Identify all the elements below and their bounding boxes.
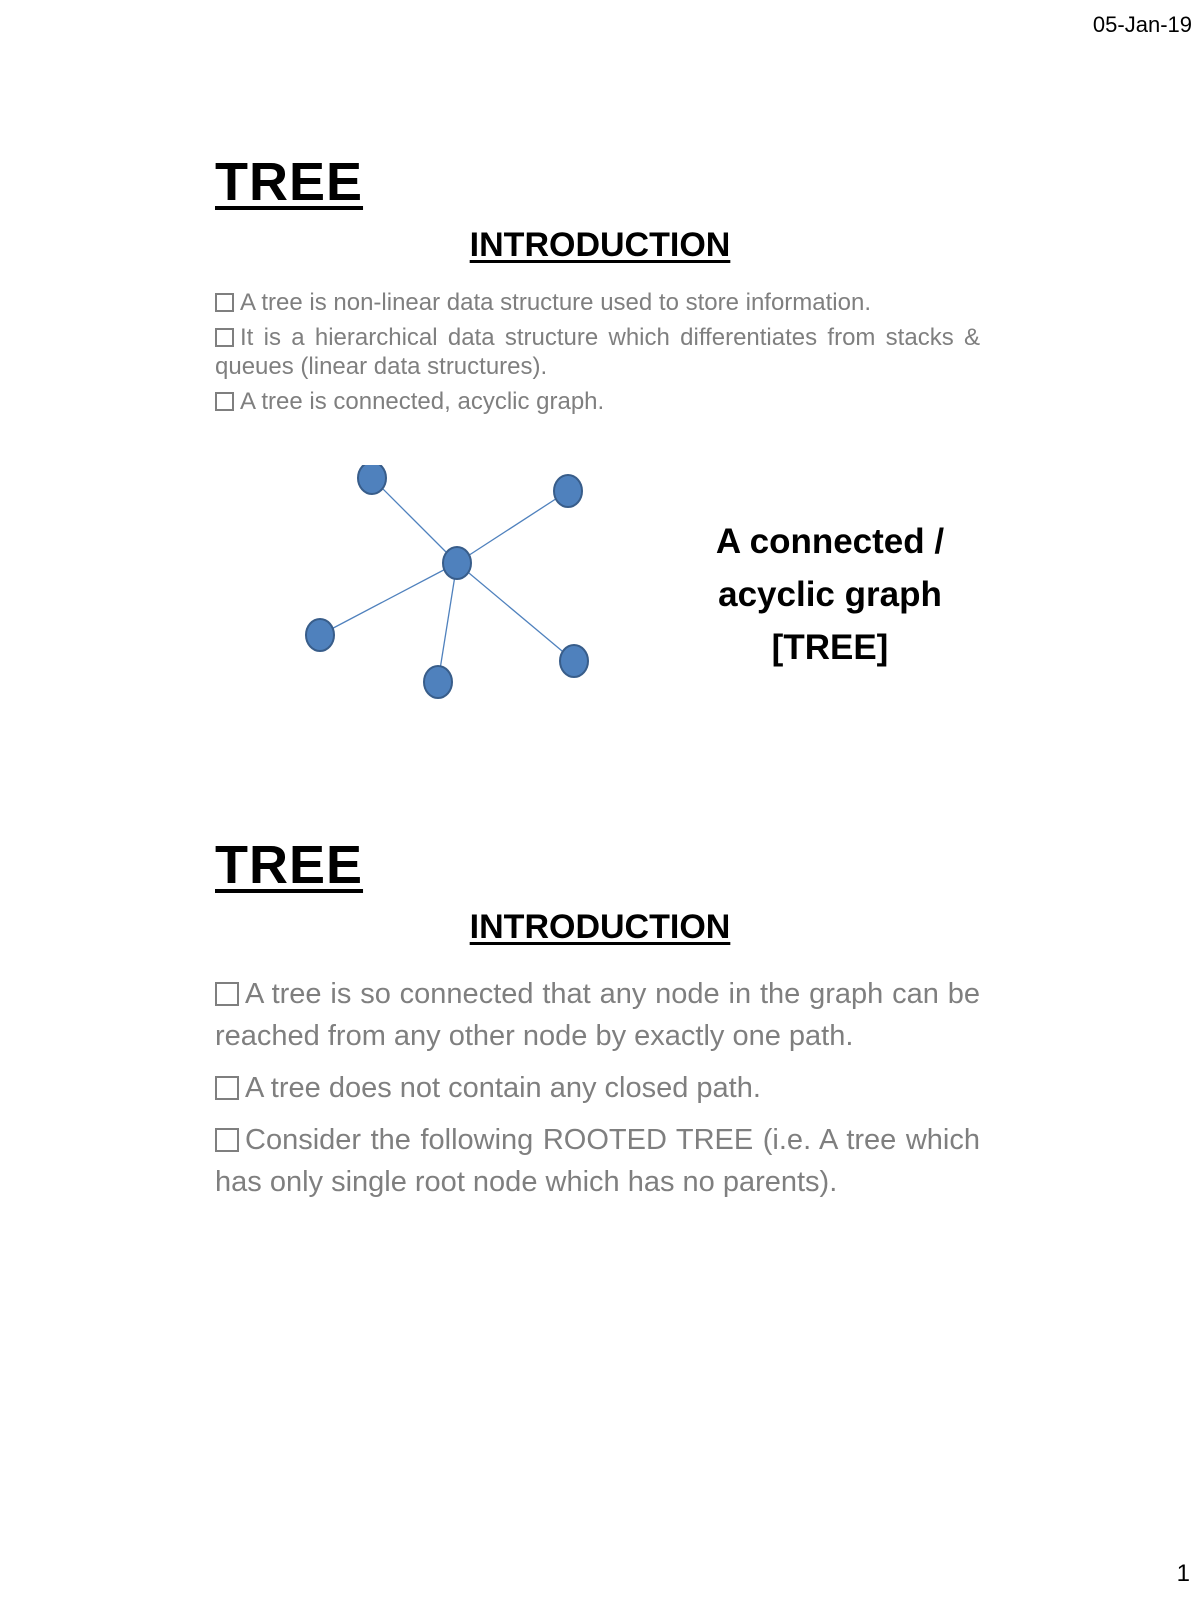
slide1-subtitle: INTRODUCTION xyxy=(469,226,731,264)
slide2-subtitle: INTRODUCTION xyxy=(469,908,731,946)
list-item xyxy=(215,1067,980,1109)
checkbox-bullet-icon xyxy=(215,1076,239,1100)
figure-caption xyxy=(680,515,980,674)
bullet-text: Consider the following ROOTED TREE (i.e. A tree which has only single root node which has no parents). xyxy=(215,1124,980,1198)
slide2-title: TREE xyxy=(215,835,364,895)
tree-edge xyxy=(372,478,457,563)
tree-node xyxy=(358,465,386,494)
checkbox-bullet-icon xyxy=(215,1128,239,1152)
tree-node xyxy=(560,645,588,677)
tree-edge xyxy=(457,563,574,661)
bullet-text: A tree is so connected that any node in the graph can be reached from any other node by exactly one path. xyxy=(215,978,980,1052)
checkbox-bullet-icon xyxy=(215,982,239,1006)
slide1-bullet-list xyxy=(215,288,980,422)
caption-line: A connected / xyxy=(715,522,945,561)
tree-edge xyxy=(457,491,568,563)
checkbox-bullet-icon xyxy=(215,328,234,347)
list-item xyxy=(215,387,980,416)
list-item xyxy=(215,973,980,1057)
bullet-text: A tree is non-linear data structure used to store information. xyxy=(240,289,871,316)
tree-node-center xyxy=(443,547,471,579)
caption-line: acyclic graph xyxy=(718,575,942,614)
tree-nodes xyxy=(306,465,588,698)
tree-edge xyxy=(438,563,457,682)
tree-node xyxy=(306,619,334,651)
tree-edge xyxy=(320,563,457,635)
bullet-text: A tree does not contain any closed path. xyxy=(245,1072,761,1104)
page-number: 1 xyxy=(1176,1560,1190,1587)
document-date: 05-Jan-19 xyxy=(1092,12,1192,37)
tree-edges xyxy=(320,478,574,682)
checkbox-bullet-icon xyxy=(215,293,234,312)
list-item xyxy=(215,1119,980,1203)
caption-line: [TREE] xyxy=(771,628,889,667)
checkbox-bullet-icon xyxy=(215,392,234,411)
slide1-title: TREE xyxy=(215,152,364,212)
list-item xyxy=(215,288,980,317)
bullet-text: It is a hierarchical data structure which differentiates from stacks & queues (linear data structures). xyxy=(215,324,980,380)
tree-node xyxy=(554,475,582,507)
list-item xyxy=(215,323,980,381)
tree-node xyxy=(424,666,452,698)
slide2-bullet-list xyxy=(215,973,980,1213)
tree-graph-diagram xyxy=(300,465,600,705)
bullet-text: A tree is connected, acyclic graph. xyxy=(240,388,605,415)
